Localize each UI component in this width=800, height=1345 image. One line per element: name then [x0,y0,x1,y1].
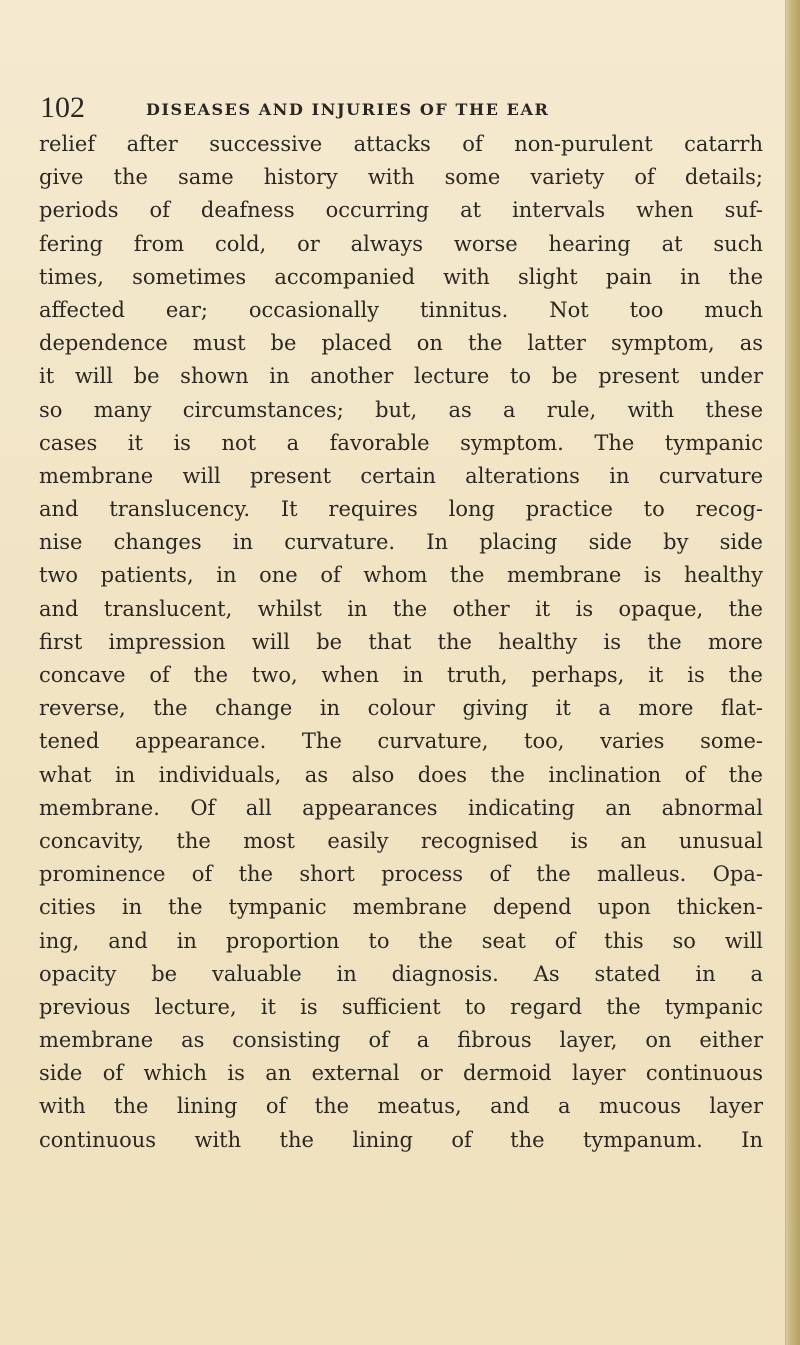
text-line: membrane as consisting of a fibrous layer, on either [39,1028,763,1053]
text-line: cases it is not a favorable symptom. The tympanic [39,430,763,455]
text-line: so many circumstances; but, as a rule, with these [39,397,763,422]
text-line: cities in the tympanic membrane depend upon thicken- [39,895,763,920]
page-number: 102 [40,91,85,124]
text-line: nise changes in curvature. In placing side by side [39,530,763,555]
text-line: concavity, the most easily recognised is an unusual [39,828,763,853]
text-line: two patients, in one of whom the membrane is healthy [39,563,763,588]
text-line: dependence must be placed on the latter symptom, as [39,331,763,356]
text-line: side of which is an external or dermoid layer continuous [39,1061,763,1086]
text-line: membrane. Of all appearances indicating an abnormal [39,795,763,820]
text-line: what in individuals, as also does the inclination of the [39,762,763,787]
text-line: relief after successive attacks of non-purulent catarrh [39,132,763,156]
text-line: opacity be valuable in diagnosis. As stated in a [39,961,763,986]
text-line: fering from cold, or always worse hearing at such [39,231,763,256]
text-line: previous lecture, it is sufficient to regard the tympanic [39,994,763,1019]
text-line: give the same history with some variety of details; [39,165,763,190]
text-line: affected ear; occasionally tinnitus. Not too much [39,297,763,322]
text-line: reverse, the change in colour giving it a more flat- [39,696,763,721]
text-line: tened appearance. The curvature, too, varies some- [39,729,763,754]
text-line: concave of the two, when in truth, perhaps, it is the [39,663,763,687]
text-line: first impression will be that the healthy is the more [39,629,763,654]
text-line: periods of deafness occurring at intervals when suf- [39,198,763,223]
body-text [39,128,763,1157]
text-line: it will be shown in another lecture to be present under [39,364,763,389]
text-line: with the lining of the meatus, and a mucous layer [39,1094,763,1119]
page-header [40,86,760,130]
text-line: and translucent, whilst in the other it is opaque, the [39,596,763,621]
text-line: times, sometimes accompanied with slight pain in the [39,264,763,289]
text-line: and translucency. It requires long practice to recog- [39,497,763,522]
page-edge [785,0,800,1345]
text-line: membrane will present certain alterations in curvature [39,463,763,488]
running-head: DISEASES AND INJURIES OF THE EAR [146,100,550,119]
text-line: prominence of the short process of the malleus. Opa- [39,862,763,887]
text-line: ing, and in proportion to the seat of this so will [39,928,763,953]
text-line: continuous with the lining of the tympanum. In [39,1127,763,1152]
